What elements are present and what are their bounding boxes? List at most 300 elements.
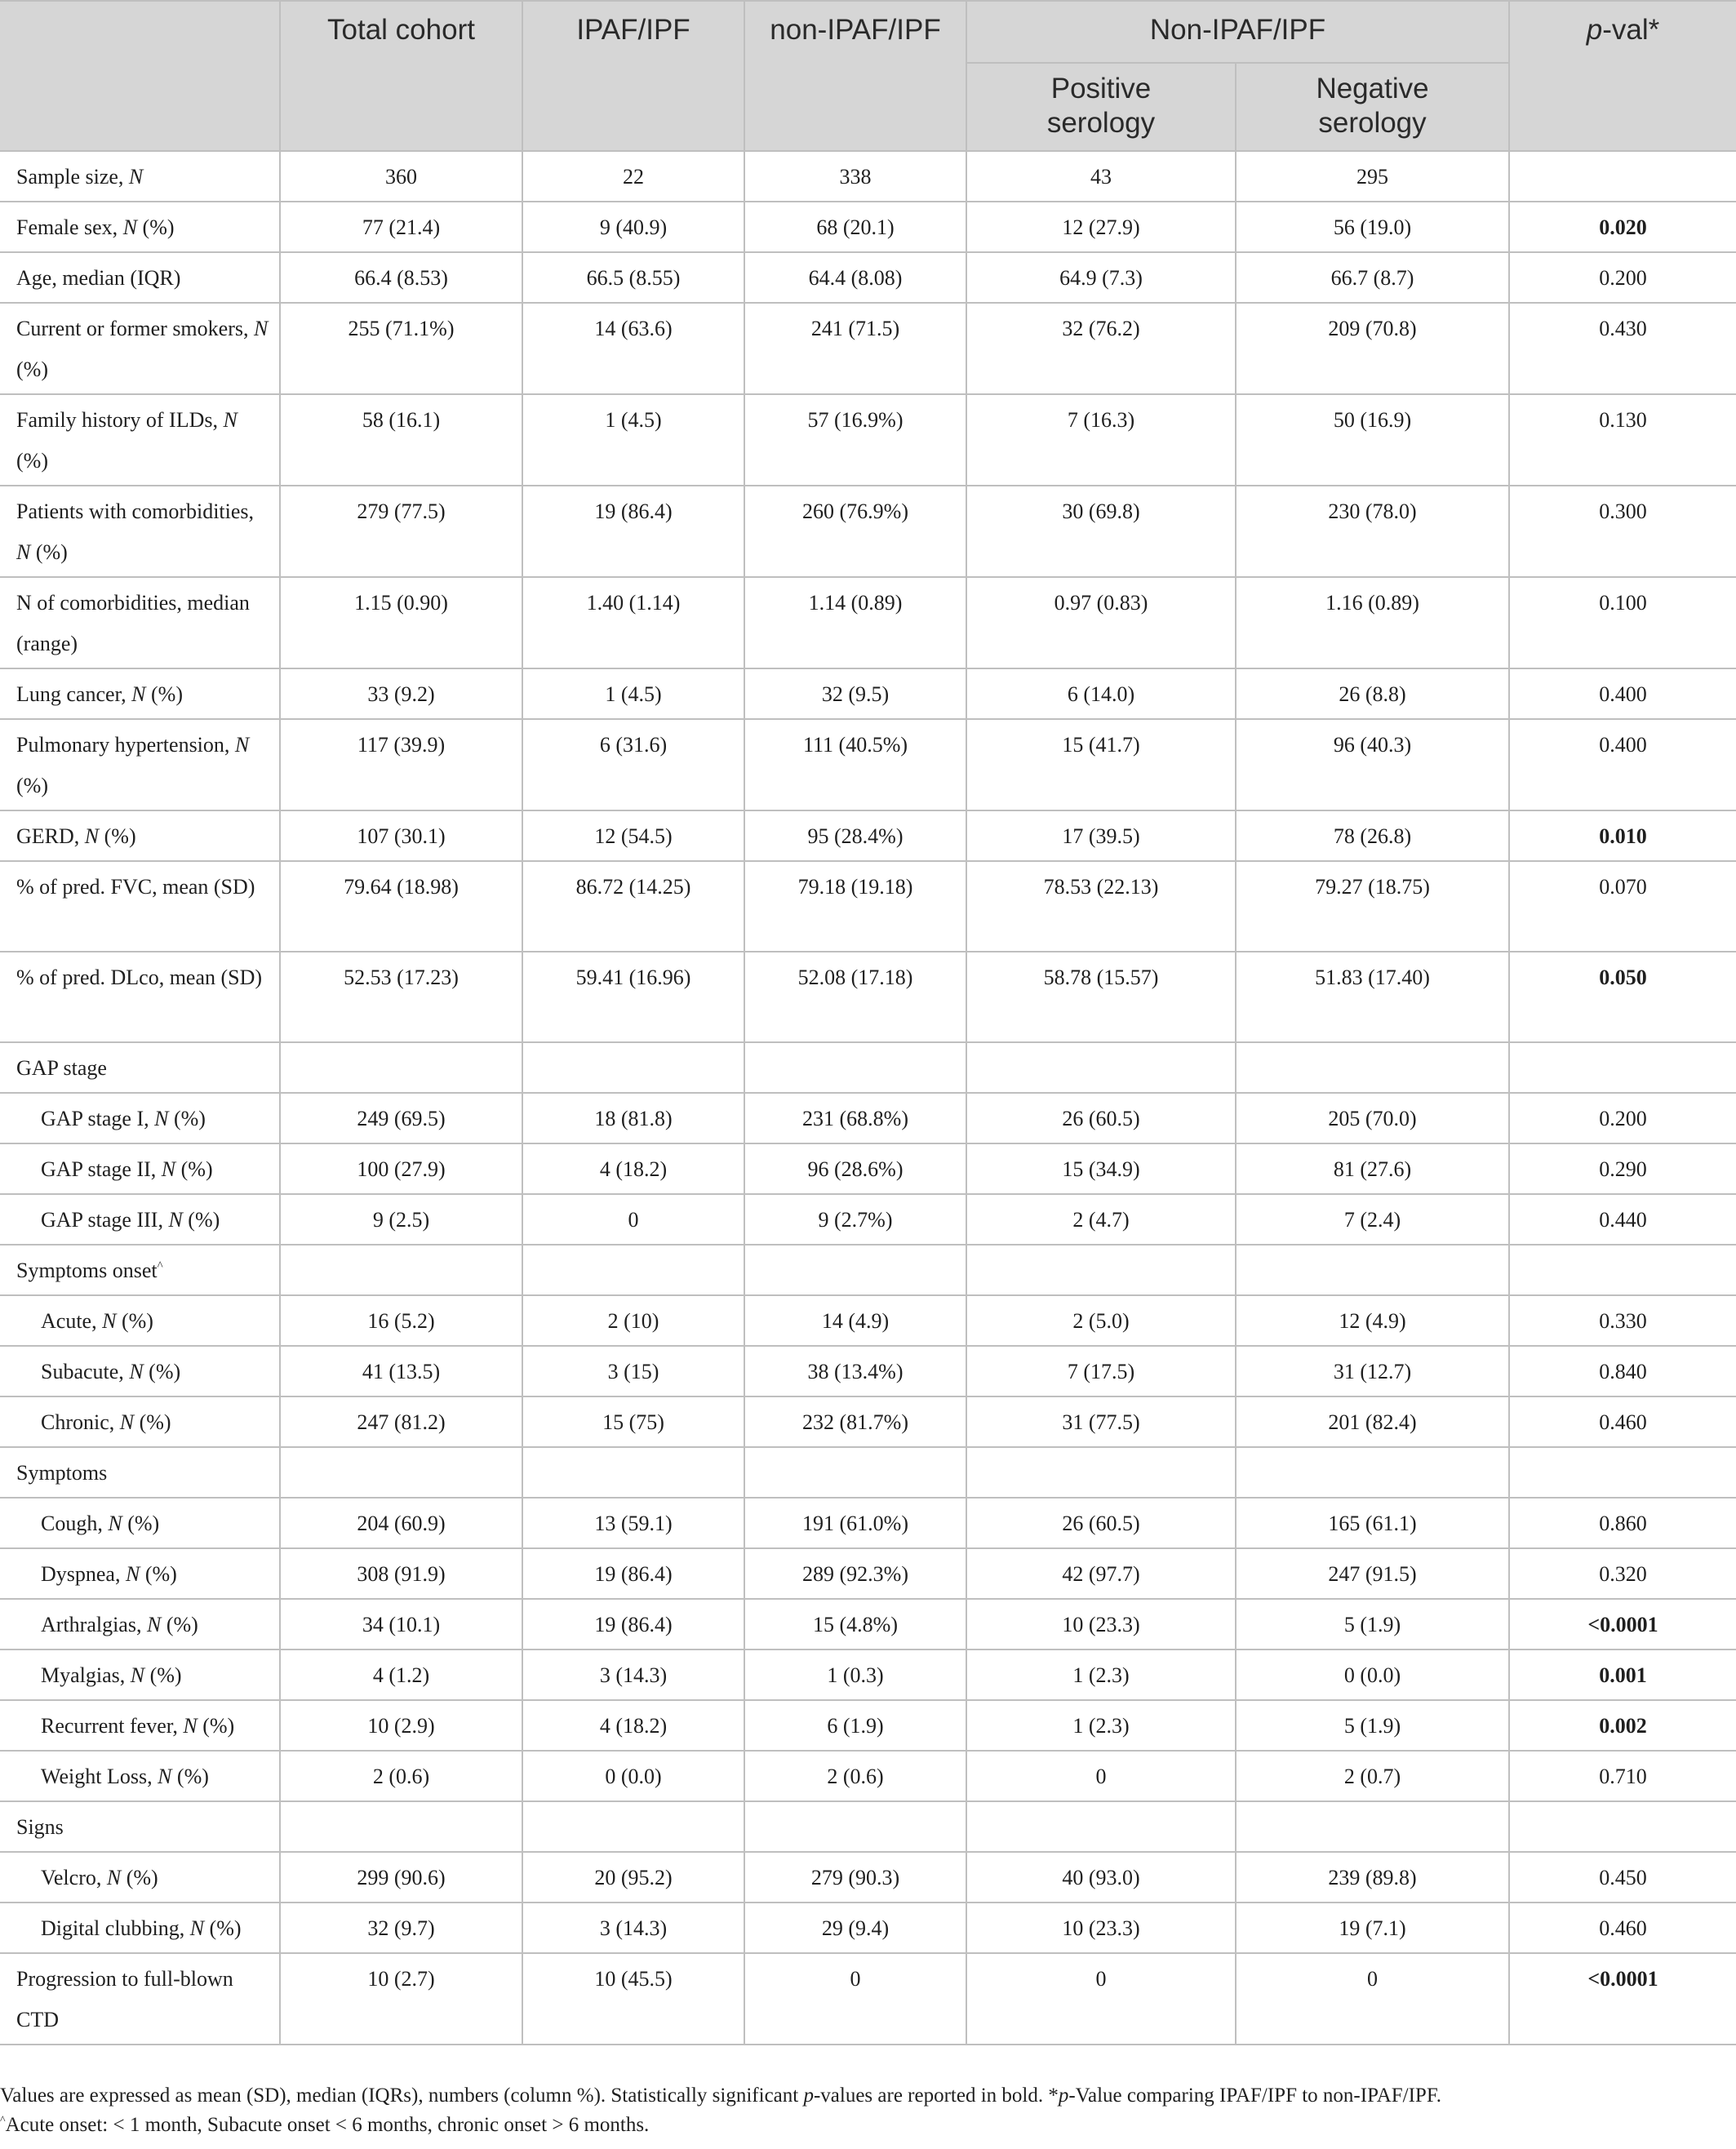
table-row [0,1295,1736,1346]
cell-positive-serology [966,1801,1236,1852]
cell-total-cohort: 79.64 (18.98) [280,861,522,952]
cell-positive-serology: 26 (60.5) [966,1093,1236,1143]
row-label-suffix: (%) [122,1512,160,1535]
footnote-1 [0,2081,1736,2111]
row-label [0,1599,280,1649]
table-row [0,810,1736,861]
cell-negative-serology: 205 (70.0) [1236,1093,1509,1143]
footnote-2-text: Acute onset: < 1 month, Subacute onset < 6 months, chronic onset > 6 months. [5,2114,650,2136]
cell-total-cohort: 107 (30.1) [280,810,522,861]
cell-total-cohort: 10 (2.9) [280,1700,522,1751]
cell-non-ipaf-ipf: 9 (2.7%) [744,1194,966,1245]
row-label [0,151,280,202]
cell-total-cohort [280,1042,522,1093]
row-label [0,577,280,668]
cell-ipaf-ipf: 9 (40.9) [522,202,744,252]
cell-negative-serology: 56 (19.0) [1236,202,1509,252]
header-p-rest: -val* [1602,14,1660,46]
row-label-italic: N [102,1309,117,1333]
row-label-text: Myalgias, [41,1663,131,1687]
cell-positive-serology [966,1447,1236,1498]
cell-negative-serology: 239 (89.8) [1236,1852,1509,1903]
row-label [0,394,280,486]
table-header [0,1,1736,151]
cell-positive-serology [966,1042,1236,1093]
table-row [0,202,1736,252]
table-row [0,394,1736,486]
cell-non-ipaf-ipf: 14 (4.9) [744,1295,966,1346]
cell-non-ipaf-ipf: 29 (9.4) [744,1903,966,1953]
cell-total-cohort: 58 (16.1) [280,394,522,486]
cell-non-ipaf-ipf [744,1042,966,1093]
cell-ipaf-ipf: 3 (14.3) [522,1903,744,1953]
cell-negative-serology: 209 (70.8) [1236,303,1509,394]
cell-p-value: 0.200 [1509,252,1736,303]
row-label-text: Female sex, [16,215,123,239]
cell-p-value: 0.300 [1509,486,1736,577]
header-p-italic: p [1586,14,1603,46]
table-row [0,1700,1736,1751]
cell-ipaf-ipf: 20 (95.2) [522,1852,744,1903]
cell-non-ipaf-ipf: 279 (90.3) [744,1852,966,1903]
cell-non-ipaf-ipf: 0 [744,1953,966,2045]
header-non-ipaf-ipf: non-IPAF/IPF [744,1,966,151]
cell-negative-serology: 81 (27.6) [1236,1143,1509,1194]
cell-p-value: 0.400 [1509,719,1736,810]
row-label [0,861,280,952]
footnote-1-p2: p [1058,2085,1069,2107]
cell-total-cohort: 249 (69.5) [280,1093,522,1143]
row-label-text: Weight Loss, [41,1765,158,1788]
cell-positive-serology: 42 (97.7) [966,1548,1236,1599]
row-label-suffix: (%) [171,1765,209,1788]
cell-ipaf-ipf: 59.41 (16.96) [522,952,744,1042]
cell-negative-serology: 230 (78.0) [1236,486,1509,577]
cell-total-cohort: 117 (39.9) [280,719,522,810]
cell-positive-serology: 58.78 (15.57) [966,952,1236,1042]
cell-total-cohort: 9 (2.5) [280,1194,522,1245]
cell-p-value [1509,1245,1736,1295]
row-label-italic: N [16,540,31,564]
row-label-suffix: (%) [182,1208,220,1232]
cell-negative-serology: 79.27 (18.75) [1236,861,1509,952]
cell-non-ipaf-ipf: 32 (9.5) [744,668,966,719]
row-label [0,486,280,577]
table-row [0,1143,1736,1194]
cell-negative-serology [1236,1042,1509,1093]
cell-p-value: 0.840 [1509,1346,1736,1396]
row-label-text: % of pred. DLco, mean (SD) [16,966,263,989]
row-label [0,1245,280,1295]
row-label-italic: N [129,1360,144,1383]
row-label-text: GAP stage I, [41,1107,155,1130]
cell-p-value [1509,1801,1736,1852]
cell-negative-serology: 96 (40.3) [1236,719,1509,810]
cell-total-cohort: 33 (9.2) [280,668,522,719]
cell-positive-serology: 10 (23.3) [966,1903,1236,1953]
cell-ipaf-ipf: 12 (54.5) [522,810,744,861]
row-label-text: Current or former smokers, [16,317,254,340]
row-label [0,1447,280,1498]
cell-non-ipaf-ipf [744,1801,966,1852]
row-label [0,1396,280,1447]
cell-non-ipaf-ipf: 6 (1.9) [744,1700,966,1751]
cell-non-ipaf-ipf: 57 (16.9%) [744,394,966,486]
cell-positive-serology: 12 (27.9) [966,202,1236,252]
table-row [0,486,1736,577]
cell-negative-serology: 0 [1236,1953,1509,2045]
cell-negative-serology: 51.83 (17.40) [1236,952,1509,1042]
table-row [0,668,1736,719]
footnote-1-text-c: -Value comparing IPAF/IPF to non-IPAF/IPF. [1068,2085,1441,2107]
cell-positive-serology: 6 (14.0) [966,668,1236,719]
table-row [0,1042,1736,1093]
cell-ipaf-ipf: 10 (45.5) [522,1953,744,2045]
row-label-italic: N [183,1714,198,1738]
row-label-italic: N [158,1765,172,1788]
cell-negative-serology: 5 (1.9) [1236,1700,1509,1751]
row-label [0,1548,280,1599]
cell-positive-serology: 10 (23.3) [966,1599,1236,1649]
cell-p-value: <0.0001 [1509,1953,1736,2045]
cell-total-cohort: 2 (0.6) [280,1751,522,1801]
row-label [0,1751,280,1801]
cell-non-ipaf-ipf: 95 (28.4%) [744,810,966,861]
row-label-italic: N [125,1562,140,1586]
header-p-value [1509,1,1736,151]
cell-ipaf-ipf [522,1447,744,1498]
cell-non-ipaf-ipf: 1.14 (0.89) [744,577,966,668]
cell-total-cohort: 52.53 (17.23) [280,952,522,1042]
cell-ipaf-ipf: 15 (75) [522,1396,744,1447]
footnote-1-text-a: Values are expressed as mean (SD), median (IQRs), numbers (column %). Statistically significant [0,2085,804,2107]
row-label-suffix: (%) [116,1309,153,1333]
cell-positive-serology: 2 (4.7) [966,1194,1236,1245]
cell-p-value: 0.330 [1509,1295,1736,1346]
table-row [0,1903,1736,1953]
cell-negative-serology: 31 (12.7) [1236,1346,1509,1396]
cell-positive-serology: 64.9 (7.3) [966,252,1236,303]
row-label-italic: N [130,1663,145,1687]
row-label-text: GERD, [16,824,85,848]
row-label [0,202,280,252]
table-row [0,252,1736,303]
cell-positive-serology: 32 (76.2) [966,303,1236,394]
cell-ipaf-ipf [522,1245,744,1295]
row-label-text: Patients with comorbidities, [16,500,255,523]
cell-total-cohort: 100 (27.9) [280,1143,522,1194]
cell-negative-serology: 0 (0.0) [1236,1649,1509,1700]
table-body [0,151,1736,2045]
row-label-text: Symptoms [16,1461,108,1485]
table-row [0,577,1736,668]
table-row [0,1346,1736,1396]
cell-p-value: 0.200 [1509,1093,1736,1143]
header-row-1 [0,1,1736,63]
row-label-text: Cough, [41,1512,109,1535]
cell-total-cohort: 299 (90.6) [280,1852,522,1903]
row-label-text: GAP stage III, [41,1208,169,1232]
cell-non-ipaf-ipf: 38 (13.4%) [744,1346,966,1396]
cell-non-ipaf-ipf: 191 (61.0%) [744,1498,966,1548]
cell-total-cohort: 360 [280,151,522,202]
cell-positive-serology: 26 (60.5) [966,1498,1236,1548]
cell-p-value [1509,1042,1736,1093]
row-label-suffix: (%) [140,1562,177,1586]
cell-positive-serology: 17 (39.5) [966,810,1236,861]
table-row [0,151,1736,202]
row-label [0,303,280,394]
header-negative-line1: Negative [1316,73,1429,104]
header-ipaf-ipf: IPAF/IPF [522,1,744,151]
cell-negative-serology: 50 (16.9) [1236,394,1509,486]
cell-non-ipaf-ipf [744,1245,966,1295]
cell-positive-serology: 30 (69.8) [966,486,1236,577]
cell-non-ipaf-ipf: 64.4 (8.08) [744,252,966,303]
row-label-italic: N [119,1410,135,1434]
row-label-italic: N [223,408,238,432]
cell-total-cohort: 308 (91.9) [280,1548,522,1599]
row-label-suffix: (%) [16,774,48,797]
row-label-italic: N [161,1157,176,1181]
cell-negative-serology: 78 (26.8) [1236,810,1509,861]
cell-p-value [1509,1447,1736,1498]
row-label-suffix: (%) [137,215,175,239]
cell-p-value: 0.130 [1509,394,1736,486]
cell-positive-serology: 15 (41.7) [966,719,1236,810]
row-label [0,1801,280,1852]
cell-positive-serology: 1 (2.3) [966,1700,1236,1751]
cell-p-value: 0.860 [1509,1498,1736,1548]
cell-positive-serology: 0.97 (0.83) [966,577,1236,668]
cell-negative-serology: 1.16 (0.89) [1236,577,1509,668]
cell-ipaf-ipf: 6 (31.6) [522,719,744,810]
cell-positive-serology: 1 (2.3) [966,1649,1236,1700]
cell-ipaf-ipf: 13 (59.1) [522,1498,744,1548]
table-row [0,303,1736,394]
row-label-text: Digital clubbing, [41,1916,190,1940]
cell-ipaf-ipf: 66.5 (8.55) [522,252,744,303]
header-positive-serology [966,63,1236,151]
row-label-italic: N [234,733,250,757]
cell-total-cohort [280,1245,522,1295]
cell-positive-serology: 7 (17.5) [966,1346,1236,1396]
cell-positive-serology: 43 [966,151,1236,202]
cell-p-value: <0.0001 [1509,1599,1736,1649]
table-row [0,1801,1736,1852]
cell-negative-serology [1236,1801,1509,1852]
cell-total-cohort: 1.15 (0.90) [280,577,522,668]
cell-negative-serology [1236,1245,1509,1295]
table-row [0,1093,1736,1143]
cell-total-cohort: 34 (10.1) [280,1599,522,1649]
table-footnotes [0,2081,1736,2140]
cell-non-ipaf-ipf: 111 (40.5%) [744,719,966,810]
cell-positive-serology: 31 (77.5) [966,1396,1236,1447]
cell-non-ipaf-ipf: 231 (68.8%) [744,1093,966,1143]
row-label [0,1346,280,1396]
header-negative-serology [1236,63,1509,151]
row-label [0,668,280,719]
row-label-text: GAP stage II, [41,1157,162,1181]
cell-negative-serology: 295 [1236,151,1509,202]
row-label-italic: N [253,317,269,340]
cell-ipaf-ipf: 1.40 (1.14) [522,577,744,668]
cell-p-value: 0.070 [1509,861,1736,952]
row-label-text: Subacute, [41,1360,130,1383]
row-label-text: Recurrent fever, [41,1714,184,1738]
cell-ipaf-ipf: 1 (4.5) [522,394,744,486]
row-label-suffix: (%) [30,540,68,564]
row-label [0,1700,280,1751]
cell-ipaf-ipf: 0 [522,1194,744,1245]
row-label-suffix: (%) [16,357,48,381]
table-row [0,1447,1736,1498]
row-label-suffix: (%) [121,1866,158,1889]
cell-ipaf-ipf: 3 (14.3) [522,1649,744,1700]
header-label-col [0,1,280,151]
row-label [0,1903,280,1953]
cell-non-ipaf-ipf: 241 (71.5) [744,303,966,394]
footnote-2 [0,2111,1736,2140]
cell-negative-serology: 26 (8.8) [1236,668,1509,719]
cell-total-cohort: 204 (60.9) [280,1498,522,1548]
footnote-1-text-b: -values are reported in bold. * [813,2085,1059,2107]
footnote-2-marker: ^ [0,2114,6,2127]
row-label [0,1649,280,1700]
cell-p-value: 0.450 [1509,1852,1736,1903]
table-row [0,952,1736,1042]
row-label-suffix: (%) [144,1663,182,1687]
cell-positive-serology: 0 [966,1953,1236,2045]
cell-total-cohort [280,1801,522,1852]
cell-negative-serology [1236,1447,1509,1498]
header-positive-line1: Positive [1050,73,1152,104]
row-label [0,1852,280,1903]
cell-negative-serology: 7 (2.4) [1236,1194,1509,1245]
cell-negative-serology: 247 (91.5) [1236,1548,1509,1599]
row-label-text: Symptoms onset [16,1259,158,1282]
row-label-italic: N [106,1866,122,1889]
cell-positive-serology [966,1245,1236,1295]
row-label-italic: N [122,215,138,239]
cell-p-value: 0.050 [1509,952,1736,1042]
cell-positive-serology: 78.53 (22.13) [966,861,1236,952]
row-label-suffix: (%) [16,449,48,473]
row-label [0,1953,280,2045]
cell-non-ipaf-ipf: 1 (0.3) [744,1649,966,1700]
cell-total-cohort: 16 (5.2) [280,1295,522,1346]
cell-non-ipaf-ipf: 338 [744,151,966,202]
row-label-italic: N [168,1208,183,1232]
cell-non-ipaf-ipf: 79.18 (19.18) [744,861,966,952]
row-label-suffix: (%) [161,1613,198,1636]
cell-positive-serology: 40 (93.0) [966,1852,1236,1903]
row-label-suffix: (%) [204,1916,242,1940]
cell-total-cohort: 279 (77.5) [280,486,522,577]
cell-total-cohort: 247 (81.2) [280,1396,522,1447]
cell-p-value: 0.001 [1509,1649,1736,1700]
footnote-1-p: p [803,2085,814,2107]
table-row [0,1953,1736,2045]
cell-non-ipaf-ipf: 96 (28.6%) [744,1143,966,1194]
row-label-text: GAP stage [16,1056,107,1080]
row-label-italic: N [108,1512,122,1535]
cell-ipaf-ipf: 14 (63.6) [522,303,744,394]
row-label-text: N of comorbidities, median (range) [16,591,250,655]
cell-ipaf-ipf [522,1042,744,1093]
table-row [0,1852,1736,1903]
table-row [0,1649,1736,1700]
cell-positive-serology: 7 (16.3) [966,394,1236,486]
cell-p-value: 0.440 [1509,1194,1736,1245]
row-label-text: Acute, [41,1309,103,1333]
cell-ipaf-ipf: 19 (86.4) [522,1599,744,1649]
row-label [0,810,280,861]
row-label-text: Lung cancer, [16,682,132,706]
row-label-footnote-marker: ^ [157,1259,163,1273]
cell-non-ipaf-ipf: 2 (0.6) [744,1751,966,1801]
cell-positive-serology: 0 [966,1751,1236,1801]
cell-p-value: 0.460 [1509,1396,1736,1447]
cell-ipaf-ipf: 0 (0.0) [522,1751,744,1801]
table-row [0,861,1736,952]
table-row [0,1245,1736,1295]
row-label-text: Sample size, [16,165,129,189]
row-label-text: Arthralgias, [41,1613,147,1636]
cell-negative-serology: 66.7 (8.7) [1236,252,1509,303]
cell-negative-serology: 12 (4.9) [1236,1295,1509,1346]
cell-total-cohort: 10 (2.7) [280,1953,522,2045]
cell-p-value: 0.100 [1509,577,1736,668]
cell-ipaf-ipf: 19 (86.4) [522,1548,744,1599]
row-label-suffix: (%) [168,1107,206,1130]
cell-non-ipaf-ipf [744,1447,966,1498]
row-label-text: Progression to full-blown CTD [16,1967,233,2031]
cell-ipaf-ipf: 86.72 (14.25) [522,861,744,952]
cell-p-value: 0.460 [1509,1903,1736,1953]
cell-non-ipaf-ipf: 232 (81.7%) [744,1396,966,1447]
cell-p-value: 0.010 [1509,810,1736,861]
cell-ipaf-ipf: 4 (18.2) [522,1143,744,1194]
row-label-text: Chronic, [41,1410,120,1434]
cell-p-value: 0.002 [1509,1700,1736,1751]
cell-p-value: 0.020 [1509,202,1736,252]
cell-total-cohort: 77 (21.4) [280,202,522,252]
cell-ipaf-ipf: 2 (10) [522,1295,744,1346]
row-label-suffix: (%) [175,1157,213,1181]
row-label [0,1143,280,1194]
row-label [0,1093,280,1143]
cell-ipaf-ipf: 22 [522,151,744,202]
cell-negative-serology: 19 (7.1) [1236,1903,1509,1953]
cell-total-cohort: 66.4 (8.53) [280,252,522,303]
row-label [0,719,280,810]
row-label-text: Velcro, [41,1866,107,1889]
cell-ipaf-ipf: 1 (4.5) [522,668,744,719]
row-label [0,1498,280,1548]
cell-non-ipaf-ipf: 15 (4.8%) [744,1599,966,1649]
table-row [0,1194,1736,1245]
row-label-italic: N [128,165,144,189]
row-label [0,1194,280,1245]
cell-ipaf-ipf: 3 (15) [522,1346,744,1396]
row-label-suffix: (%) [99,824,136,848]
row-label-suffix: (%) [197,1714,235,1738]
row-label-italic: N [146,1613,162,1636]
row-label-italic: N [154,1107,169,1130]
cell-negative-serology: 201 (82.4) [1236,1396,1509,1447]
